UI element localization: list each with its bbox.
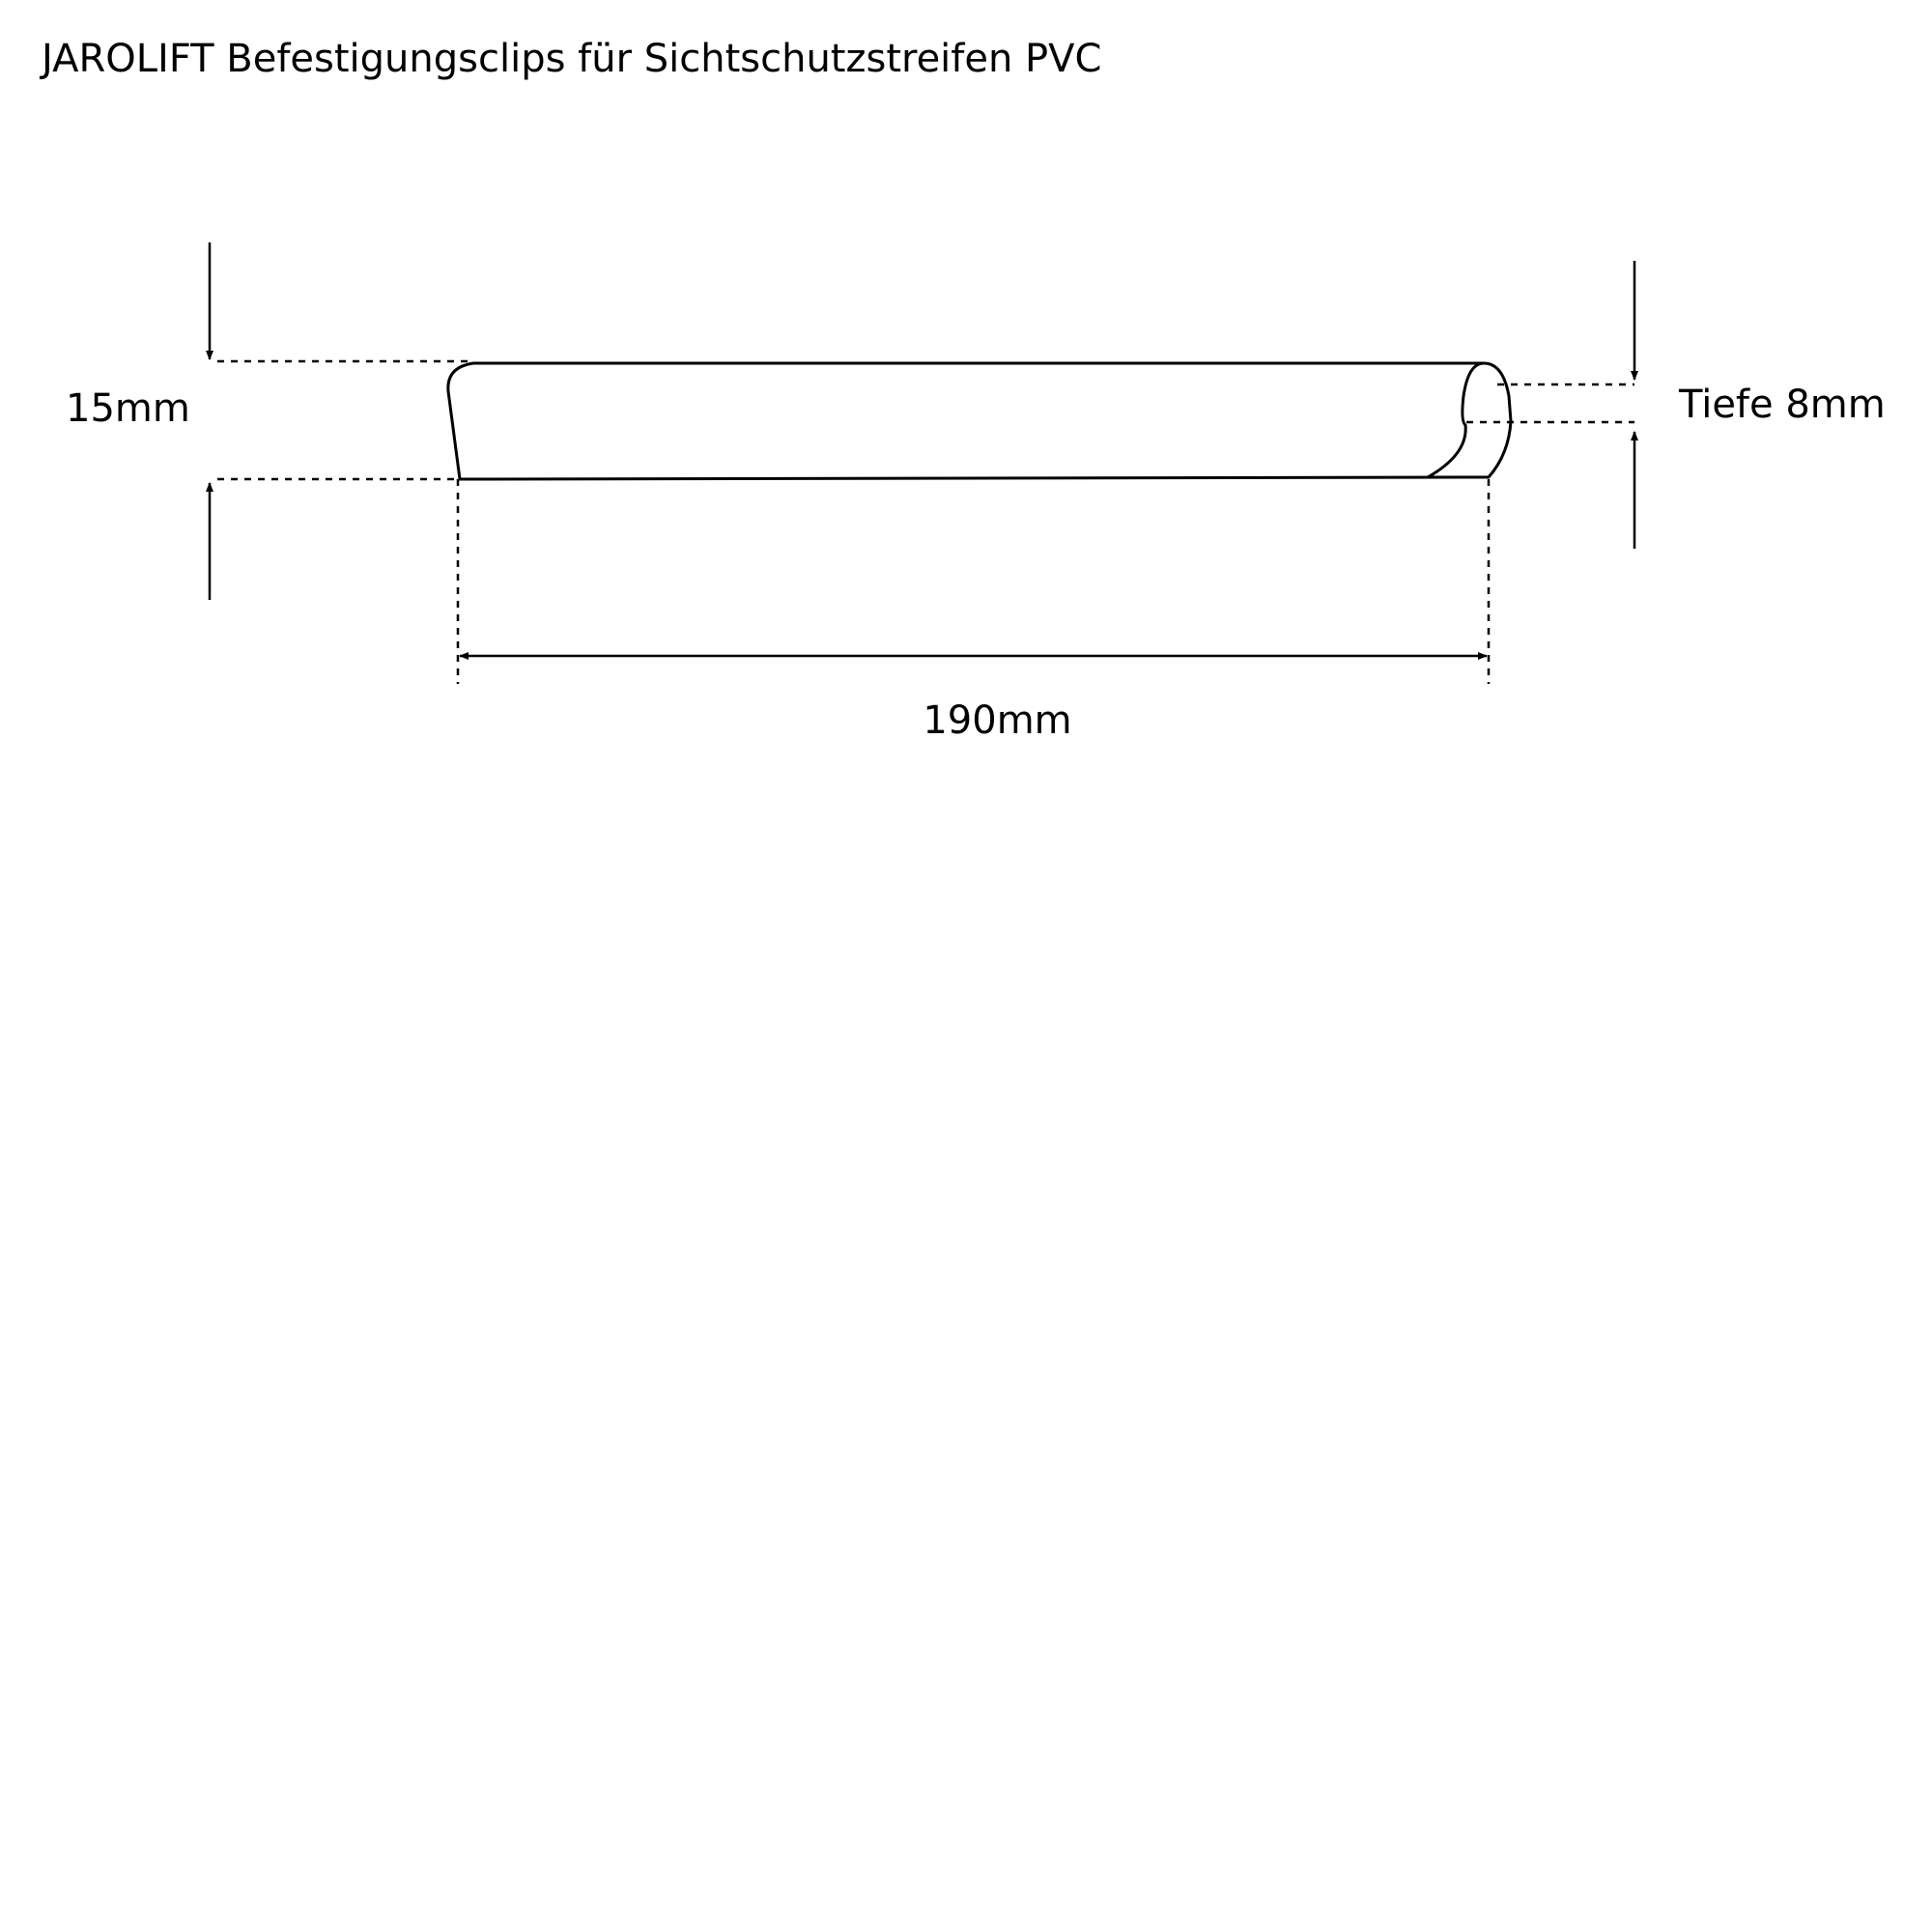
clip-end-cap: [1428, 363, 1484, 477]
height-dimension: [210, 242, 471, 600]
length-label: 190mm: [923, 698, 1072, 743]
page-title: JAROLIFT Befestigungsclips für Sichtschutzstreifen PVC: [42, 37, 1102, 81]
length-dimension: [458, 479, 1489, 684]
height-label: 15mm: [66, 386, 190, 431]
depth-label: Tiefe 8mm: [1679, 383, 1886, 427]
clip-outline: [448, 363, 1511, 479]
depth-dimension: [1466, 261, 1634, 549]
clip-body: [448, 363, 1511, 479]
